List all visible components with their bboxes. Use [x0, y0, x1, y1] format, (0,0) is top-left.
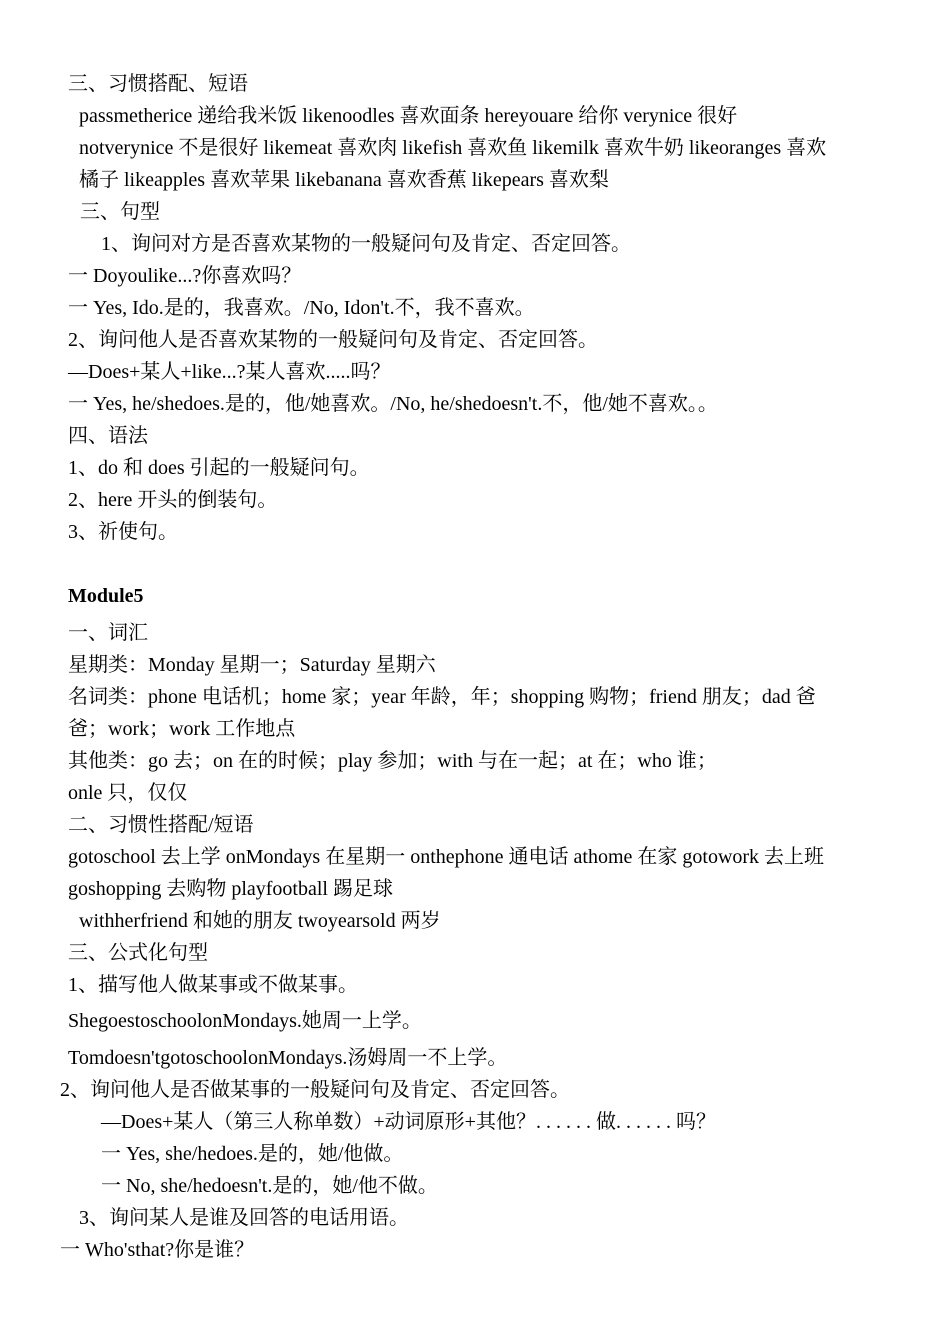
text-line: 3、询问某人是谁及回答的电话用语。 — [79, 1207, 409, 1229]
text-line: 1、do 和 does 引起的一般疑问句。 — [68, 457, 370, 479]
text-line: 2、询问他人是否喜欢某物的一般疑问句及肯定、否定回答。 — [68, 329, 598, 351]
text-line: 星期类：Monday 星期一；Saturday 星期六 — [68, 654, 436, 676]
text-line: notverynice 不是很好 likemeat 喜欢肉 likefish 喜欢鱼 likemilk 喜欢牛奶 likeoranges 喜欢 — [79, 137, 827, 159]
text-line: goshopping 去购物 playfootball 踢足球 — [68, 878, 393, 900]
text-line: 2、询问他人是否做某事的一般疑问句及肯定、否定回答。 — [60, 1079, 570, 1101]
module-title: Module5 — [68, 585, 144, 607]
section-heading-collocations: 二、习惯性搭配/短语 — [68, 814, 254, 836]
text-line: gotoschool 去上学 onMondays 在星期一 onthephone 通电话 athome 在家 gotowork 去上班 — [68, 846, 825, 868]
text-line: withherfriend 和她的朋友 twoyearsold 两岁 — [79, 910, 441, 932]
text-line: 一 No, she/hedoesn't.是的，她/他不做。 — [101, 1175, 438, 1197]
text-line: passmetherice 递给我米饭 likenoodles 喜欢面条 hereyouare 给你 verynice 很好 — [79, 105, 738, 127]
text-line: 1、询问对方是否喜欢某物的一般疑问句及肯定、否定回答。 — [101, 233, 631, 255]
text-line: 一 Yes, she/hedoes.是的，她/他做。 — [101, 1143, 404, 1165]
text-line: 一 Doyoulike...?你喜欢吗？ — [68, 265, 302, 287]
text-line: ShegoestoschoolonMondays.她周一上学。 — [68, 1010, 422, 1032]
text-line: Tomdoesn'tgotoschoolonMondays.汤姆周一不上学。 — [68, 1047, 508, 1069]
section-heading-sentences: 三、句型 — [80, 201, 160, 223]
text-line: onle 只，仅仅 — [68, 782, 188, 804]
text-line: 一 Yes, he/shedoes.是的，他/她喜欢。/No, he/shedoesn't.不，他/她不喜欢。。 — [68, 393, 718, 415]
text-line: 橘子 likeapples 喜欢苹果 likebanana 喜欢香蕉 likepears 喜欢梨 — [79, 169, 609, 191]
section-heading-sentence-patterns: 三、公式化句型 — [68, 942, 208, 964]
section-heading-collocations: 三、习惯搭配、短语 — [68, 73, 248, 95]
text-line: 3、祈使句。 — [68, 521, 178, 543]
text-line: 名词类：phone 电话机；home 家；year 年龄，年；shopping 购物；friend 朋友；dad 爸 — [68, 686, 816, 708]
text-line: 2、here 开头的倒装句。 — [68, 489, 278, 511]
section-heading-vocabulary: 一、词汇 — [68, 622, 148, 644]
text-line: 一 Who'sthat?你是谁？ — [60, 1239, 255, 1261]
text-line: —Does+某人（第三人称单数）+动词原形+其他？. . . . . . 做. . . . . . 吗？ — [101, 1111, 716, 1133]
text-line: —Does+某人+like...?某人喜欢.....吗？ — [68, 361, 391, 383]
text-line: 其他类：go 去；on 在的时候；play 参加；with 与在一起；at 在；who 谁； — [68, 750, 717, 772]
section-heading-grammar: 四、语法 — [68, 425, 148, 447]
text-line: 1、描写他人做某事或不做某事。 — [68, 974, 358, 996]
text-line: 爸；work；work 工作地点 — [68, 718, 296, 740]
text-line: 一 Yes, Ido.是的，我喜欢。/No, Idon't.不，我不喜欢。 — [68, 297, 535, 319]
